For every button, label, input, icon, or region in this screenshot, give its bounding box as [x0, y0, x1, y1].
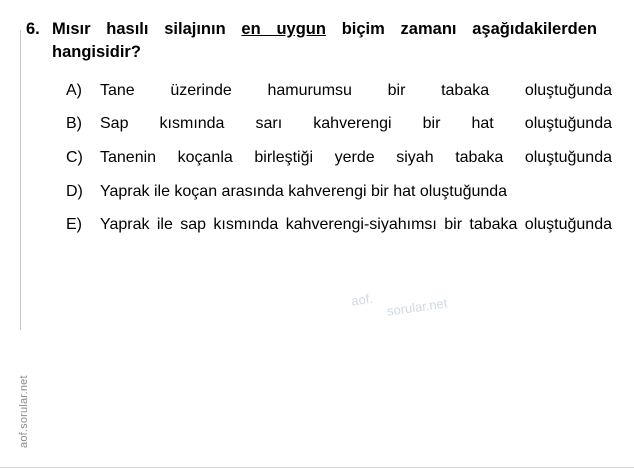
question-text-underlined: en uygun — [241, 20, 326, 38]
question-block — [22, 18, 612, 64]
option-d-text: Yaprak ile koçan arasında kahverengi bir hat oluştuğunda — [100, 182, 508, 200]
option-b-text: Sap kısmında sarı kahverengi bir hat oluştuğunda — [100, 115, 612, 133]
option-e-letter: E) — [66, 216, 82, 234]
option-e-text: Yaprak ile sap kısmında kahverengi-siyahımsı bir tabaka oluştuğunda — [100, 216, 612, 234]
question-text — [52, 18, 597, 64]
option-e[interactable] — [66, 214, 612, 237]
option-b[interactable] — [66, 113, 612, 136]
option-c[interactable] — [66, 147, 612, 170]
option-a-letter: A) — [66, 81, 82, 99]
option-d-letter: D) — [66, 182, 83, 200]
question-number: 6. — [26, 20, 40, 38]
options-list — [22, 80, 612, 238]
option-a[interactable] — [66, 80, 612, 103]
center-watermark-line2: sorular.net — [385, 295, 449, 319]
option-b-letter: B) — [66, 115, 82, 133]
option-c-letter: C) — [66, 148, 83, 166]
option-d[interactable] — [66, 181, 612, 204]
question-text-part2: biçim zamanı aşağıdakilerden hangisidir? — [52, 20, 597, 61]
option-a-text: Tane üzerinde hamurumsu bir tabaka oluştuğunda — [100, 81, 612, 99]
option-c-text: Tanenin koçanla birleştiği yerde siyah tabaka oluştuğunda — [100, 148, 612, 166]
question-text-part1: Mısır hasılı silajının — [52, 20, 242, 38]
side-watermark-text: aof.sorular.net — [18, 375, 30, 448]
center-watermark-line1: aof. — [350, 290, 374, 309]
